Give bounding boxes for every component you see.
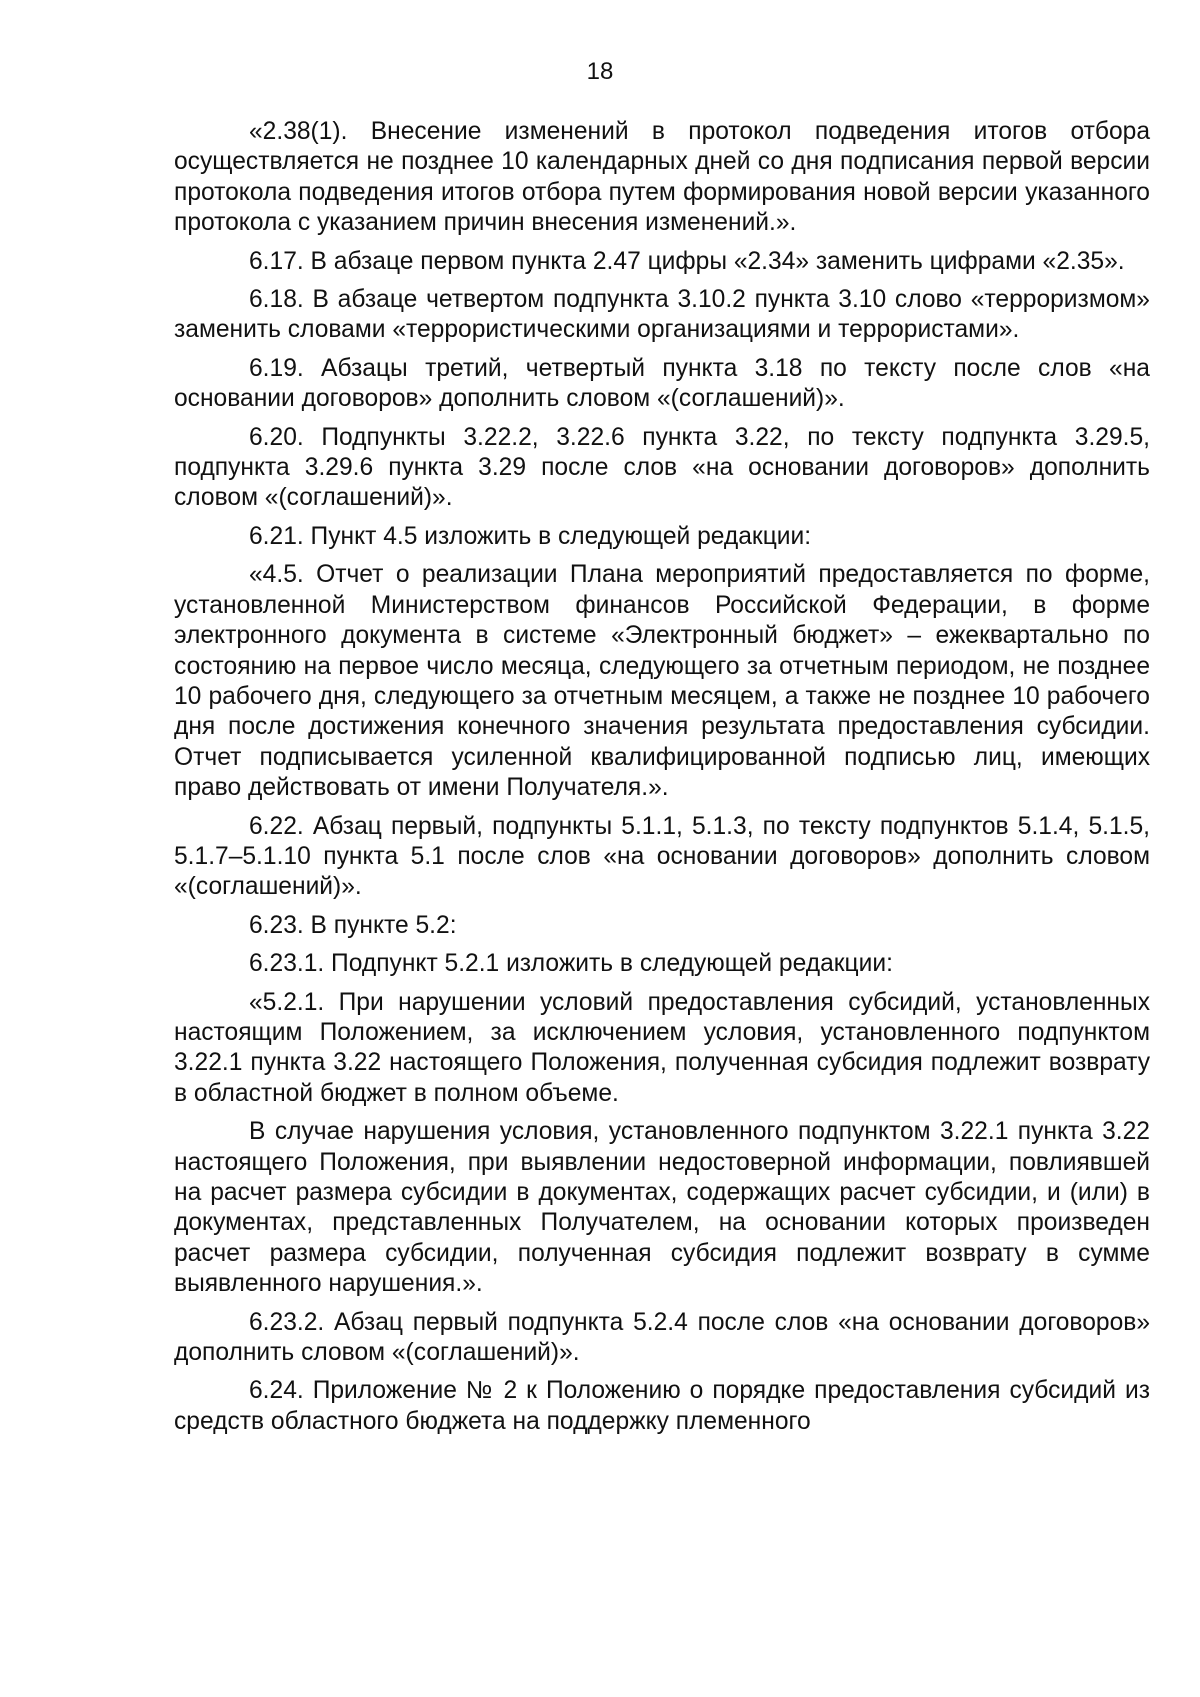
paragraph-6-23-1: 6.23.1. Подпункт 5.2.1 изложить в следующей редакции: — [249, 950, 893, 978]
paragraph-5-2-1-violation: В случае нарушения условия, установленного подпунктом 3.22.1 пункта 3.22 настоящего Положения, при выявлении недостоверной информации, повлиявшей на расчет размера субсидии в документах, содержащих расчет субсидии, и (или) в документах, представленных Получателем, на основании которых произведен расчет размера субсидии, полученная субсидия подлежит возврату в сумме выявленного нарушения.». — [174, 1118, 1150, 1298]
paragraph-6-23: 6.23. В пункте 5.2: — [249, 911, 457, 939]
page-number: 18 — [586, 58, 614, 85]
paragraph-6-19: 6.19. Абзацы третий, четвертый пункта 3.18 по тексту после слов «на основании договоров» дополнить словом «(соглашений)». — [174, 354, 1150, 413]
paragraph-6-20: 6.20. Подпункты 3.22.2, 3.22.6 пункта 3.22, по тексту подпункта 3.29.5, подпункта 3.29.6 пункта 3.29 после слов «на основании договоров» дополнить словом «(соглашений)». — [174, 423, 1150, 512]
document-body — [174, 117, 1150, 1437]
paragraph-2-38-1: «2.38(1). Внесение изменений в протокол подведения итогов отбора осуществляется не позднее 10 календарных дней со дня подписания первой версии протокола подведения итогов отбора путем формирования новой версии указанного протокола с указанием причин внесения изменений.». — [174, 118, 1150, 237]
paragraph-6-24: 6.24. Приложение № 2 к Положению о порядке предоставления субсидий из средств областного бюджета на поддержку племенного — [174, 1377, 1150, 1435]
paragraph-4-5: «4.5. Отчет о реализации Плана мероприятий предоставляется по форме, установленной Министерством финансов Российской Федерации, в форме электронного документа в системе «Электронный бюджет» – ежеквартально по состоянию на первое число месяца, следующего за отчетным периодом, не позднее 10 рабочего дня, следующего за отчетным месяцем, а также не позднее 10 рабочего дня после достижения конечного значения результата предоставления субсидии. Отчет подписывается усиленной квалифицированной подписью лиц, имеющих право действовать от имени Получателя.». — [174, 561, 1150, 802]
paragraph-6-17: 6.17. В абзаце первом пункта 2.47 цифры «2.34» заменить цифрами «2.35». — [249, 247, 1125, 275]
paragraph-6-22: 6.22. Абзац первый, подпункты 5.1.1, 5.1.3, по тексту подпунктов 5.1.4, 5.1.5, 5.1.7–5.1.10 пункта 5.1 после слов «на основании договоров» дополнить словом «(соглашений)». — [174, 812, 1150, 901]
paragraph-5-2-1: «5.2.1. При нарушении условий предоставления субсидий, установленных настоящим Положением, за исключением условия, установленного подпунктом 3.22.1 пункта 3.22 настоящего Положения, полученная субсидия подлежит возврату в областной бюджет в полном объеме. — [174, 988, 1150, 1107]
paragraph-6-18: 6.18. В абзаце четвертом подпункта 3.10.2 пункта 3.10 слово «терроризмом» заменить словами «террористическими организациями и террористами». — [174, 286, 1150, 344]
paragraph-6-21: 6.21. Пункт 4.5 изложить в следующей редакции: — [249, 522, 812, 550]
paragraph-6-23-2: 6.23.2. Абзац первый подпункта 5.2.4 после слов «на основании договоров» дополнить словом «(соглашений)». — [174, 1308, 1150, 1367]
